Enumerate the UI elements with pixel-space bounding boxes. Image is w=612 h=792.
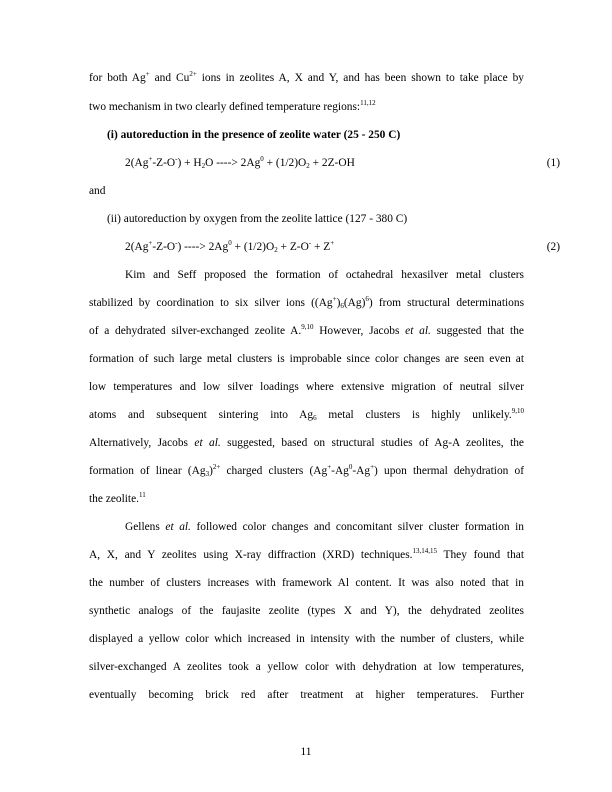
text-line-8: Kim and Seff proposed the formation of octahedral hexasilver metal clusters (125, 269, 524, 281)
equation-number-1: (1) (546, 157, 560, 169)
text-line-18: A, X, and Y zeolites using X-ray diffraction (XRD) techniques.$^{13,14,15}$ They found that (89, 547, 524, 561)
text-line-23: eventually becoming brick red after treatment at higher temperatures. Further (89, 689, 524, 701)
text-line-21: displayed a yellow color which increased in intensity with the number of clusters, while (89, 633, 524, 645)
text-line-2: two mechanism in two clearly defined temperature regions:$^{11,12}$ (89, 99, 376, 113)
text-line-14: Alternatively, Jacobs et al. suggested, based on structural studies of Ag-A zeolites, the (89, 437, 524, 449)
text-line-and: and (89, 185, 106, 197)
text-line-11: formation of such large metal clusters is improbable since color changes are seen even at (89, 353, 524, 365)
text-line-12: low temperatures and low silver loadings where extensive migration of neutral silver (89, 381, 524, 393)
equation-1: $2(Ag^+-Z-O^-) + H_2O$ ----> $2Ag^0 + (1/2)O_2 + 2Z-OH$ (1) (125, 155, 560, 170)
text-line-13: atoms and subsequent sintering into $Ag_6$ metal clusters is highly unlikely.$^{9,10}$ (89, 407, 524, 422)
text-line-9: stabilized by coordination to six silver ions $((Ag^+)_6(Ag)^6)$ from structural determinations (89, 295, 525, 310)
text-line-10: of a dehydrated silver-exchanged zeolite A.$^{9,10}$ However, Jacobs et al. suggested that the (89, 323, 524, 337)
text-line-20: synthetic analogs of the faujasite zeolite (types X and Y), the dehydrated zeolites (89, 605, 524, 617)
page-number: 11 (300, 746, 312, 758)
text-line-16: the zeolite.$^{11}$ (89, 491, 146, 505)
text-line-1: for both Ag+ and $Cu^{2+}$ ions in zeolites A, X and Y, and has been shown to take place by (89, 70, 524, 84)
equation-2: 2(Ag+-Z-O-) ----> $2Ag^0 + (1/2)O_2 + Z-O^- + Z^+$ (2) (125, 239, 560, 254)
text-line-17: Gellens et al. followed color changes and concomitant silver cluster formation in (125, 521, 524, 533)
text-line-22: silver-exchanged A zeolites took a yellow color with dehydration at low temperatures, (89, 661, 524, 673)
text-line-19: the number of clusters increases with framework Al content. It was also noted that in (89, 577, 524, 589)
subheading-autoreduction-oxygen: (ii) autoreduction by oxygen from the zeolite lattice (127 - 380 C) (107, 213, 408, 225)
equation-number-2: (2) (546, 241, 560, 253)
text-line-15: formation of linear $(Ag_3)^{2+}$ charged clusters (Ag+-Ag$^0$-Ag+) upon thermal dehydration of (89, 463, 524, 478)
subheading-autoreduction-water: (i) autoreduction in the presence of zeolite water (25 - 250 C) (107, 129, 401, 141)
